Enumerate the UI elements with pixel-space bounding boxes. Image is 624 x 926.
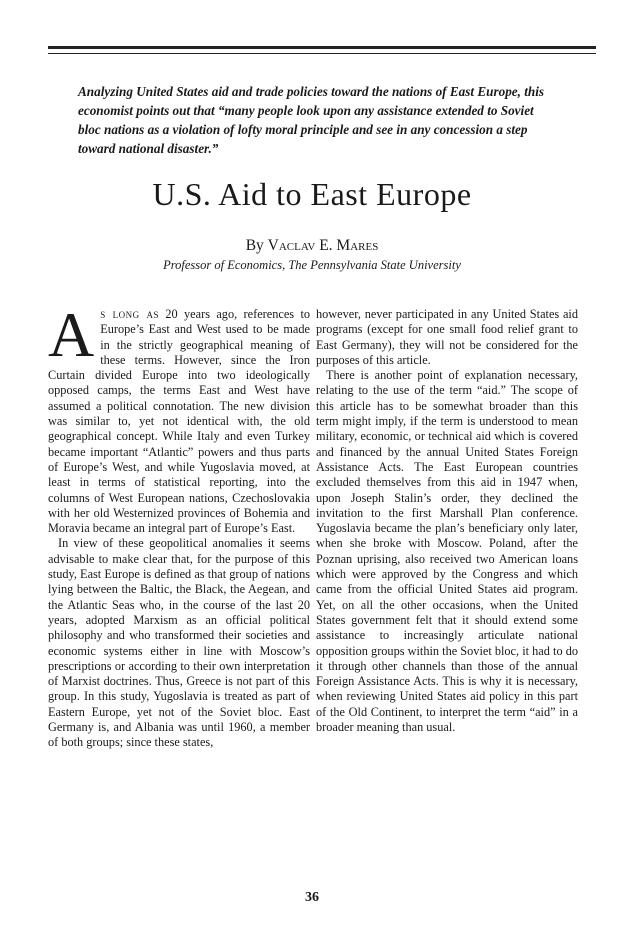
paragraph-text: 20 years ago, references to Europe’s East and West used to be made in the strictly geographical meaning of these terms. However, since the Iron Curtain divided Europe into two ideologically opposed camps, the terms East and West have assumed a political connotation. The new division was similar to, yet not identical with, the old geographical concept. While Italy and even Turkey became important “Atlantic” powers and thus parts of Europe’s West, and while Yugoslavia moved, at least in terms of statistical reporting, into the columns of West European nations, Czechoslovakia with her old Westernized provinces of Bohemia and Moravia became an integral part of Europe’s East.: [48, 307, 311, 536]
paragraph: however, never participated in any United States aid programs (except for one small food relief grant to East Germany), they will not be considered for the purposes of this article.: [316, 307, 578, 367]
page-number: 36: [305, 890, 319, 905]
byline: [0, 237, 624, 255]
top-rule-thin: [48, 53, 596, 54]
intro-blurb: Analyzing United States aid and trade policies toward the nations of East Europe, this economist points out that “many people look upon any assistance extended to Soviet bloc nations as a violation of lofty moral principle and see in any concession a step toward national disaster.”: [78, 84, 545, 156]
byline-prefix: By: [245, 237, 268, 254]
paragraph: In view of these geopolitical anomalies it seems advisable to make clear that, for the purpose of this study, East Europe is defined as that group of nations lying between the Baltic, the Black, the Aegean, and the Atlantic Seas who, in the course of the last 20 years, adopted Marxism as an official political philosophy and who transformed their societies and economic systems either in line with Moscow’s prescriptions or according to their own interpretation of Marxist doctrines. Thus, Greece is not part of this group. In this study, Yugoslavia is treated as part of Eastern Europe, yet not of the Soviet bloc. East Germany is, and Albania was until 1960, a member of both groups; since these states,: [48, 536, 310, 750]
lead-in: s long as: [100, 307, 159, 321]
paragraph: There is another point of explanation necessary, relating to the use of the term “aid.” The scope of this article has to be somewhat broader than this term might imply, if the term is understood to mean military, economic, or technical aid which is covered and financed by the annual United States Foreign Assistance Acts. The East European countries excluded themselves from this aid in 1947 when, upon Joseph Stalin’s order, they declined the invitation to the first Marshall Plan conference. Yugoslavia became the plan’s beneficiary only later, when she broke with Moscow. Poland, after the Poznan uprising, also received two American loans which were approved by the Congress and which came from the official United States aid program. Yet, on all the other occasions, when the United States government felt that it should extend some assistance to increasingly articulate national opposition groups within the Soviet bloc, it had to do it through other channels than those of the annual Foreign Assistance Acts. This is why it is necessary, when reviewing United States aid policy in this part of the Old Continent, to interpret the term “aid” in a broader meaning than usual.: [316, 368, 578, 735]
top-rule-thick: [48, 46, 596, 49]
article-title: U.S. Aid to East Europe: [152, 176, 472, 212]
author-affiliation: Professor of Economics, The Pennsylvania State University: [163, 258, 461, 272]
right-column: [316, 307, 578, 735]
paragraph: [48, 299, 311, 536]
left-column: [48, 299, 311, 751]
drop-cap: A: [48, 299, 95, 370]
author-name: Vaclav E. Mares: [267, 237, 379, 254]
